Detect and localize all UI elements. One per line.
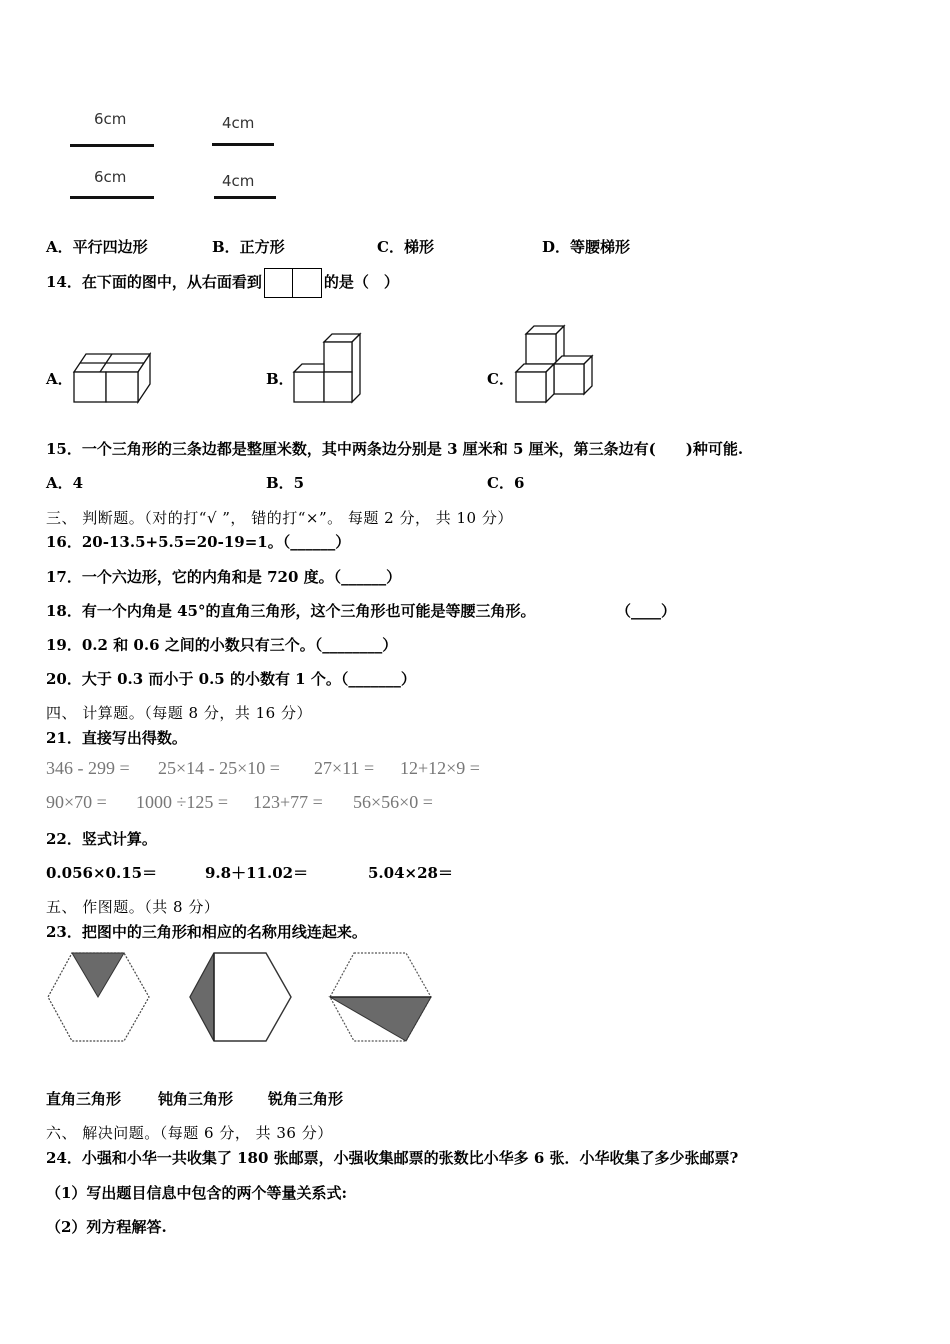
hexagon-figure-2 — [188, 950, 294, 1044]
q18: 18．有一个内角是 45°的直角三角形，这个三角形也可能是等腰三角形。 — [46, 602, 536, 620]
q24-sub-1: （1）写出题目信息中包含的两个等量关系式: — [46, 1184, 347, 1202]
q15-option-c[interactable]: C．6 — [487, 474, 525, 492]
segment-label-2: 6cm — [94, 168, 127, 186]
segment-label-1: 6cm — [94, 110, 127, 128]
q18-blank[interactable]: （____） — [616, 602, 677, 620]
q22-title: 22．竖式计算。 — [46, 830, 157, 848]
q21-calc-5: 90×70 = — [46, 792, 107, 812]
q24-question: 24．小强和小华一共收集了 180 张邮票，小强收集邮票的张数比小华多 6 张．小华收集了多少张邮票? — [46, 1149, 739, 1167]
section-5-title: 五、 作图题。（共 8 分） — [46, 898, 220, 916]
q24-sub-2: （2）列方程解答. — [46, 1218, 167, 1236]
q14-prefix: 14．在下面的图中，从右面看到 — [46, 273, 262, 291]
q21-calc-2: 25×14 - 25×10 = — [158, 758, 280, 778]
q21-calc-7: 123+77 = — [253, 792, 323, 812]
cube-figure-b — [294, 334, 364, 404]
segment-label-3: 4cm — [222, 114, 255, 132]
q21-calc-6: 1000 ÷125 = — [136, 792, 229, 812]
cube-figure-a — [74, 352, 154, 404]
segment-line-3 — [212, 143, 274, 146]
q16: 16．20-13.5+5.5=20-19=1。（______） — [46, 533, 351, 551]
q22-item-1: 0.056×0.15＝ — [46, 864, 158, 882]
q14-option-a[interactable]: A． — [46, 370, 73, 388]
q23-name-right[interactable]: 直角三角形 — [46, 1090, 122, 1108]
two-squares-icon — [264, 268, 322, 298]
cube-figure-c — [516, 324, 596, 404]
q13-option-c[interactable]: C．梯形 — [377, 238, 434, 256]
q14-suffix: 的是（ ） — [323, 273, 399, 291]
segment-label-4: 4cm — [222, 172, 255, 190]
section-4-title: 四、 计算题。（每题 8 分，共 16 分） — [46, 704, 312, 722]
q22-item-3: 5.04×28＝ — [368, 864, 453, 882]
q15-question: 15．一个三角形的三条边都是整厘米数，其中两条边分别是 3 厘米和 5 厘米，第三条边有( )种可能. — [46, 440, 744, 458]
q23-name-acute[interactable]: 锐角三角形 — [268, 1090, 344, 1108]
section-3-title: 三、 判断题。（对的打“√ ”， 错的打“×”。 每题 2 分， 共 10 分） — [46, 509, 513, 527]
segment-line-1 — [70, 144, 154, 147]
q13-option-a[interactable]: A．平行四边形 — [46, 238, 148, 256]
q13-option-b[interactable]: B．正方形 — [212, 238, 285, 256]
q21-calc-1: 346 - 299 = — [46, 758, 130, 778]
segment-line-4 — [214, 196, 276, 199]
hexagon-figure-3 — [328, 950, 434, 1044]
q19: 19．0.2 和 0.6 之间的小数只有三个。（________） — [46, 636, 398, 654]
hexagon-figure-1 — [46, 950, 152, 1044]
q21-title: 21．直接写出得数。 — [46, 729, 187, 747]
q14-question — [46, 266, 399, 298]
q13-option-d[interactable]: D．等腰梯形 — [542, 238, 631, 256]
q20: 20．大于 0.3 而小于 0.5 的小数有 1 个。（_______） — [46, 670, 416, 688]
q21-calc-4: 12+12×9 = — [400, 758, 480, 778]
q21-calc-8: 56×56×0 = — [353, 792, 433, 812]
q17: 17．一个六边形，它的内角和是 720 度。（______） — [46, 568, 402, 586]
q22-item-2: 9.8＋11.02＝ — [205, 864, 309, 882]
segment-line-2 — [70, 196, 154, 199]
q21-calc-3: 27×11 = — [314, 758, 375, 778]
q14-option-b[interactable]: B． — [266, 370, 294, 388]
q15-option-b[interactable]: B．5 — [266, 474, 305, 492]
q15-option-a[interactable]: A．4 — [46, 474, 84, 492]
q23-title: 23．把图中的三角形和相应的名称用线连起来。 — [46, 923, 367, 941]
section-6-title: 六、 解决问题。（每题 6 分， 共 36 分） — [46, 1124, 333, 1142]
q14-option-c[interactable]: C． — [487, 370, 514, 388]
q23-name-obtuse[interactable]: 钝角三角形 — [158, 1090, 234, 1108]
